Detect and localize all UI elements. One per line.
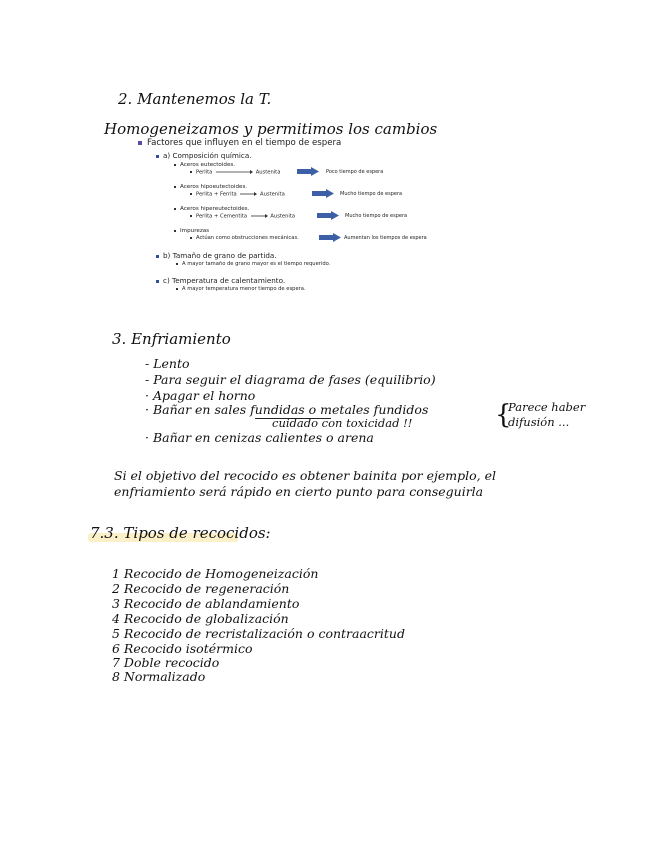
composicion-label: a) Composición química. [163,151,252,160]
hipereutectoides-row [174,206,249,212]
bullet-icon [138,141,142,145]
type-item-5: 5 Recocido de recristalización o contraacritud [112,626,405,641]
bullet-icon [190,215,192,217]
enfr-item-horno: · Apagar el horno [145,388,256,403]
homogeneizamos-line: Homogeneizamos y permitimos los cambios [104,120,438,138]
arrow-right-icon [238,191,258,197]
hipereutectoides-note: Mucho tiempo de espera [345,213,408,219]
eutectoides-reaction [190,169,280,176]
enfr-item-sales: · Bañar en sales fundidas o metales fundidos [145,402,429,417]
type-item-2: 2 Recocido de regeneración [112,581,290,596]
slide-title-row [138,138,341,148]
bullet-icon [176,288,178,290]
blue-arrow-icon [312,189,334,198]
type-item-4: 4 Recocido de globalización [112,611,289,626]
reaction-to: Austenita [260,191,285,198]
type-item-7: 7 Doble recocido [112,655,220,670]
heading-tipos-recocidos: 7.3. Tipos de recocidos: [90,524,271,542]
blue-arrow-icon [297,167,319,176]
bullet-icon [190,237,192,239]
impurezas-row [174,228,209,234]
slide-title: Factores que influyen en el tiempo de espera [147,138,342,148]
composicion-row [156,151,252,160]
brace-mark: { [495,400,512,430]
tamano-grano-text-row [176,261,330,267]
enfr-item-cenizas: · Bañar en cenizas calientes o arena [145,430,374,445]
slide-excerpt [132,138,442,298]
hipoeutectoides-row [174,184,247,190]
side-note: Parece haber difusión ... [508,400,586,429]
arrow-right-icon [249,213,269,219]
heading-enfriamiento: 3. Enfriamiento [112,330,231,348]
temperatura-row [156,276,285,285]
temperatura-text: A mayor temperatura menor tiempo de espera. [182,286,306,292]
blue-arrow-icon [317,211,339,220]
bullet-icon [174,208,176,210]
bullet-icon [176,263,178,265]
reaction-to: Austenita [270,213,296,220]
bullet-icon [190,193,192,195]
enfr-item-diagrama: - Para seguir el diagrama de fases (equilibrio) [145,372,436,387]
type-item-1: 1 Recocido de Homogeneización [112,566,319,581]
objective-line-1: Si el objetivo del recocido es obtener bainita por ejemplo, el [114,468,497,483]
reaction-to: Austenita [255,169,281,176]
tamano-grano-text: A mayor tamaño de grano mayor es el tiempo requerido. [182,261,331,267]
impurezas-text: Actúan como obstrucciones mecánicas. [196,235,299,241]
arrow-right-icon [214,169,254,175]
bullet-icon [156,255,159,258]
impurezas-note: Aumentan los tiempos de espera [344,235,427,241]
hipereutectoides-reaction [190,213,295,220]
bullet-icon [156,280,159,283]
reaction-from: Perlita + Ferrita [196,191,237,198]
temperatura-text-row [176,286,306,292]
impurezas-text-row [190,235,299,241]
objective-line-2: enfriamiento será rápido en cierto punto para conseguirla [114,484,484,499]
tamano-grano-label: b) Tamaño de grano de partida. [163,251,277,260]
reaction-from: Perlita + Cementita [196,213,248,220]
bullet-icon [174,230,176,232]
type-item-8: 8 Normalizado [112,669,206,684]
eutectoides-label: Aceros eutectoides. [180,162,236,168]
type-item-3: 3 Recocido de ablandamiento [112,596,300,611]
impurezas-label: Impurezas [180,228,210,234]
reaction-from: Perlita [196,169,213,176]
blue-arrow-icon [319,233,341,242]
enfr-item-lento: - Lento [145,356,190,371]
bullet-icon [174,186,176,188]
enfr-item-cuidado: cuidado con toxicidad !! [272,416,413,430]
heading-mantenemos: 2. Mantenemos la T. [118,90,272,108]
tamano-grano-row [156,251,277,260]
hipoeutectoides-note: Mucho tiempo de espera [340,191,403,197]
hipoeutectoides-label: Aceros hipoeutectoides. [180,184,248,190]
bullet-icon [156,155,159,158]
bullet-icon [174,164,176,166]
hipoeutectoides-reaction [190,191,285,198]
hipereutectoides-label: Aceros hipereutectoides. [180,206,250,212]
temperatura-label: c) Temperatura de calentamiento. [163,276,286,285]
eutectoides-note: Poco tiempo de espera [326,169,384,175]
type-item-6: 6 Recocido isotérmico [112,641,253,656]
bullet-icon [190,171,192,173]
eutectoides-row [174,162,235,168]
